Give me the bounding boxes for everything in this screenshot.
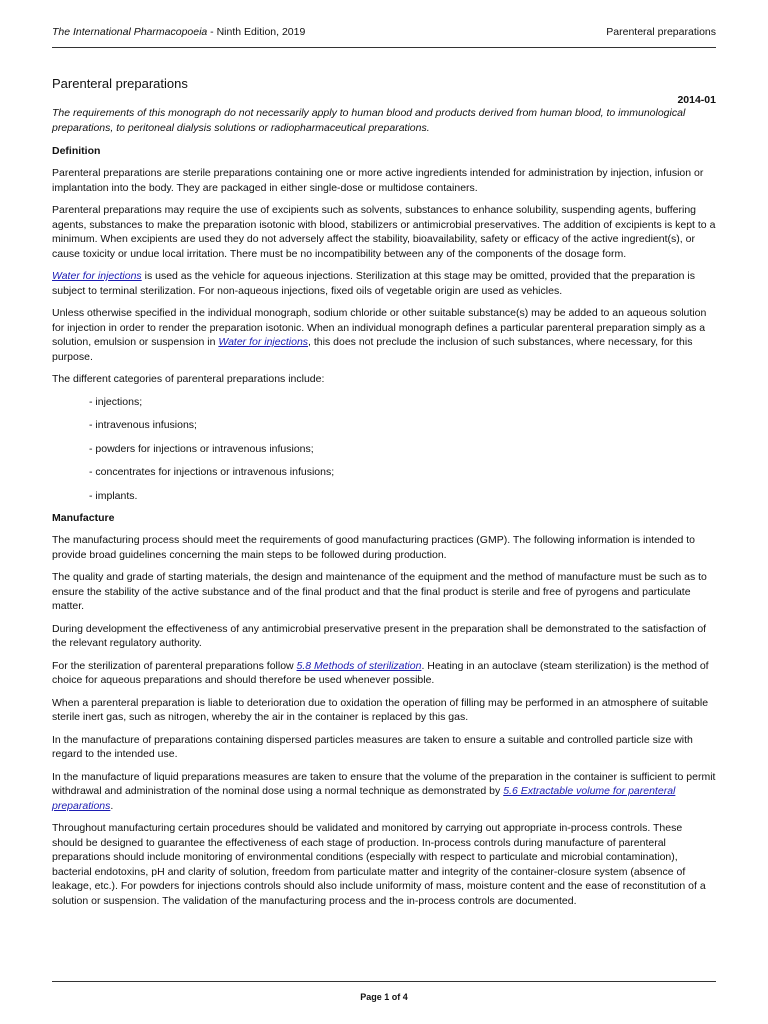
publication-edition: - Ninth Edition, 2019 [207,26,306,38]
document-page [52,0,716,1024]
page-title: Parenteral preparations [52,76,188,91]
methods-of-sterilization-link[interactable]: 5.8 Methods of sterilization [296,659,422,672]
manufacture-paragraph-3: During development the effectiveness of any antimicrobial preservative present in the preparation shall be demonstrated to the satisfaction of the relevant regulatory authority. [52,622,707,649]
manufacture-paragraph-4-tail: . Heating in an autoclave (steam sterilization) is the method of choice for aqueous preparations and should therefore be used whenever possible. [52,659,709,686]
page-number: Page 1 of 4 [360,992,408,1002]
manufacture-paragraph-2: The quality and grade of starting materials, the design and maintenance of the equipment and the method of manufacture must be such as to ensure the stability of the active substance and of the final product and that the final product is sterile and free of pyrogens and particulate matter. [52,571,707,612]
manufacture-paragraph-6: In the manufacture of preparations containing dispersed particles measures are taken to ensure a suitable and controlled particle size with regard to the intended use. [52,733,693,760]
manufacture-heading: Manufacture [52,512,115,524]
definition-paragraph-4-tail: , this does not preclude the inclusion of such substances, where necessary, for this purpose. [52,336,693,363]
monograph-body [52,76,716,916]
header-publication [52,26,305,39]
manufacture-paragraph-7-text: In the manufacture of liquid preparations measures are taken to ensure that the volume of the preparation in the container is sufficient to permit withdrawal and administration of the nominal dose using a normal technique as demonstrated by [52,770,716,797]
publication-title: The International Pharmacopoeia [52,26,208,38]
definition-paragraph-4-text: Unless otherwise specified in the individual monograph, sodium chloride or other suitable substance(s) may be added to an aqueous solution for injection in order to render the preparation isotonic. When an individual monograph defines a particular parenteral preparation simply as a solution, emulsion or suspension in [52,307,707,348]
list-item: - intravenous infusions; [89,419,197,431]
header-section: Parenteral preparations [606,26,716,38]
manufacture-paragraph-5: When a parenteral preparation is liable to deterioration due to oxidation the operation of filling may be performed in an atmosphere of suitable sterile inert gas, such as nitrogen, whereby the air in the container is replaced by this gas. [52,696,709,723]
manufacture-paragraph-4 [52,659,716,688]
definition-paragraph-3 [52,269,716,298]
water-for-injections-link[interactable]: Water for injections [218,336,309,348]
categories-list [52,395,716,503]
footer-divider [52,981,716,982]
list-item: - concentrates for injections or intravenous infusions; [89,466,335,478]
manufacture-paragraph-7 [52,770,716,814]
water-for-injections-link[interactable]: Water for injections [52,270,142,282]
list-item: - injections; [89,395,143,408]
manufacture-paragraph-4-text: For the sterilization of parenteral preparations follow [52,659,297,672]
extractable-volume-link[interactable]: 5.6 Extractable volume for parenteral preparations [52,785,676,812]
manufacture-paragraph-7-tail: . [110,799,114,812]
list-item: - powders for injections or intravenous infusions; [89,442,314,455]
definition-paragraph-4 [52,306,716,364]
scope-note: The requirements of this monograph do not necessarily apply to human blood and products derived from human blood, to immunological preparations, to peritoneal dialysis solutions or radiopharmaceutical preparations. [52,107,686,134]
revision-date: 2014-01 [677,94,716,106]
categories-intro: The different categories of parenteral preparations include: [52,373,325,385]
manufacture-paragraph-8: Throughout manufacturing certain procedures should be validated and monitored by carrying out appropriate in-process controls. These should be designed to guarantee the effectiveness of each stage of production. In-process controls during manufacture of parenteral preparations should include monitoring of environmental conditions (especially with respect to particulate and microbial contamination), bacterial endotoxins, pH and clarity of solution, freedom from particulate matter and integrity of the container-closure system (absence of leakage, etc.). For powders for injections controls should also include uniformity of mass, moisture content and the ease of reconstitution of a solution or suspension. The validation of the manufacturing process and the in-process controls are documented. [52,822,706,907]
definition-paragraph-2: Parenteral preparations may require the use of excipients such as solvents, substances to enhance solubility, suspending agents, buffering agents, substances to make the preparation isotonic with blood, stabilizers or antimicrobial preservatives. The addition of excipients is kept to a minimum. When excipients are used they do not adversely affect the stability, bioavailability, safety or efficacy of the active ingredient(s), or cause toxicity or undue local irritation. There must be no incompatibility between any of the components of the dosage form. [52,204,716,260]
running-header [52,26,716,48]
manufacture-paragraph-1: The manufacturing process should meet the requirements of good manufacturing practices (GMP). The following information is intended to provide broad guidelines concerning the main steps to be followed during production. [52,534,695,561]
list-item: - implants. [89,489,138,502]
definition-heading: Definition [52,145,101,157]
definition-paragraph-1: Parenteral preparations are sterile preparations containing one or more active ingredients intended for administration by injection, infusion or implantation into the body. They are packaged in either single-dose or multidose containers. [52,167,704,194]
definition-paragraph-3-text: is used as the vehicle for aqueous injections. Sterilization at this stage may be omitted, provided that the preparation is subject to terminal sterilization. For non-aqueous injections, fixed oils of vegetable origin are used as vehicles. [52,270,695,297]
